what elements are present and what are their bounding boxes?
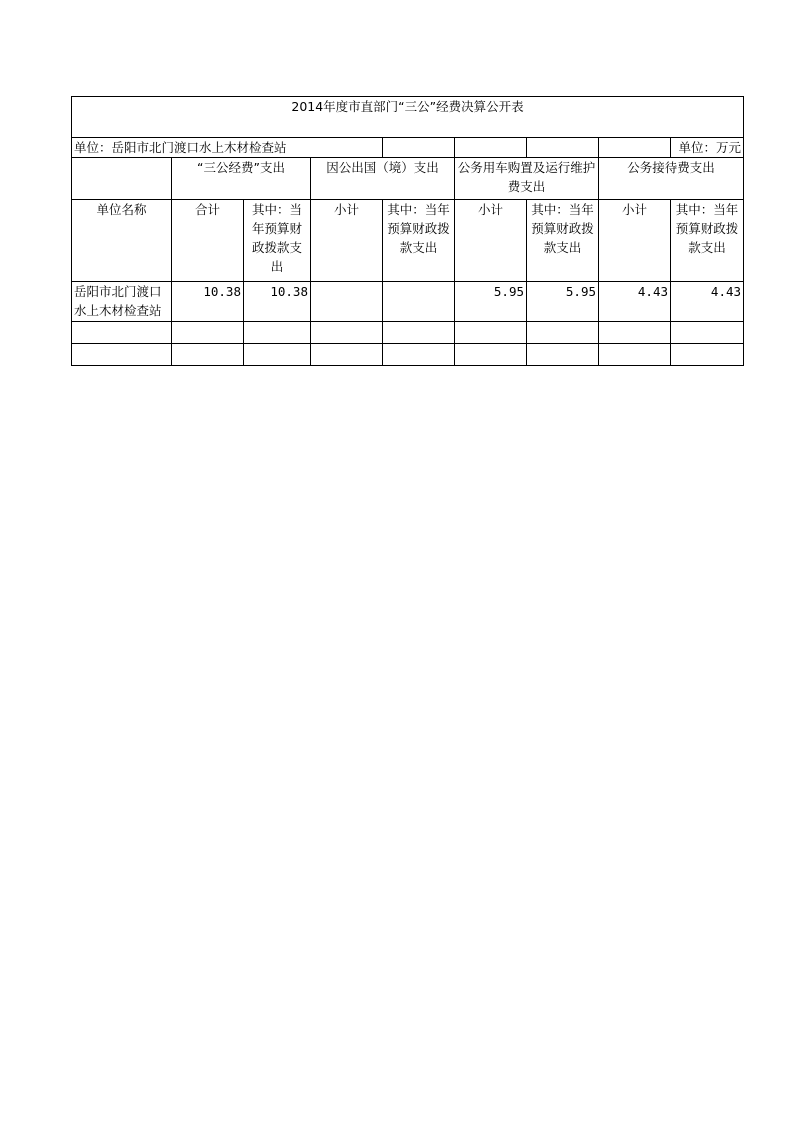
title-row	[72, 97, 744, 138]
header-reception-budget: 其中：当年预算财政拨款支出	[671, 200, 744, 282]
empty-cell	[172, 344, 244, 366]
header-abroad-budget: 其中：当年预算财政拨款支出	[383, 200, 455, 282]
row-reception-subtotal: 4.43	[599, 282, 671, 322]
empty-cell	[527, 344, 599, 366]
empty-cell	[311, 322, 383, 344]
empty-cell	[383, 322, 455, 344]
row-vehicle-budget: 5.95	[527, 282, 599, 322]
empty-cell	[671, 344, 744, 366]
empty-cell	[383, 138, 455, 158]
row-unit-name: 岳阳市北门渡口水上木材检查站	[72, 282, 172, 322]
empty-cell	[599, 344, 671, 366]
empty-cell	[455, 138, 527, 158]
sub-header-row	[72, 200, 744, 282]
empty-cell	[599, 138, 671, 158]
row-sangong-total: 10.38	[172, 282, 244, 322]
table-row	[72, 282, 744, 322]
group-header-vehicle: 公务用车购置及运行维护费支出	[455, 158, 599, 200]
empty-cell	[455, 344, 527, 366]
header-reception-subtotal: 小计	[599, 200, 671, 282]
group-header-abroad: 因公出国（境）支出	[311, 158, 455, 200]
group-header-reception: 公务接待费支出	[599, 158, 744, 200]
unit-row	[72, 138, 744, 158]
row-reception-budget: 4.43	[671, 282, 744, 322]
empty-cell	[72, 322, 172, 344]
empty-cell	[383, 344, 455, 366]
header-vehicle-subtotal: 小计	[455, 200, 527, 282]
empty-cell	[527, 138, 599, 158]
empty-cell	[172, 322, 244, 344]
empty-cell	[244, 344, 311, 366]
group-header-sangong: “三公经费”支出	[172, 158, 311, 200]
row-abroad-subtotal	[311, 282, 383, 322]
row-abroad-budget	[383, 282, 455, 322]
empty-cell	[244, 322, 311, 344]
currency-unit-label: 单位：万元	[671, 138, 744, 158]
header-unit-name: 单位名称	[72, 200, 172, 282]
empty-cell	[599, 322, 671, 344]
row-vehicle-subtotal: 5.95	[455, 282, 527, 322]
empty-cell	[455, 322, 527, 344]
header-abroad-subtotal: 小计	[311, 200, 383, 282]
header-vehicle-budget: 其中：当年预算财政拨款支出	[527, 200, 599, 282]
empty-cell	[72, 344, 172, 366]
table-row-empty	[72, 322, 744, 344]
header-sangong-total: 合计	[172, 200, 244, 282]
empty-cell	[671, 322, 744, 344]
header-sangong-budget: 其中：当年预算财政拨款支出	[244, 200, 311, 282]
sangong-expense-table	[71, 96, 744, 366]
page-title: 2014年度市直部门“三公”经费决算公开表	[72, 97, 744, 138]
table-row-empty	[72, 344, 744, 366]
group-header-row	[72, 158, 744, 200]
row-sangong-budget: 10.38	[244, 282, 311, 322]
empty-cell	[72, 158, 172, 200]
empty-cell	[527, 322, 599, 344]
unit-label: 单位：岳阳市北门渡口水上木材检查站	[72, 138, 383, 158]
empty-cell	[311, 344, 383, 366]
